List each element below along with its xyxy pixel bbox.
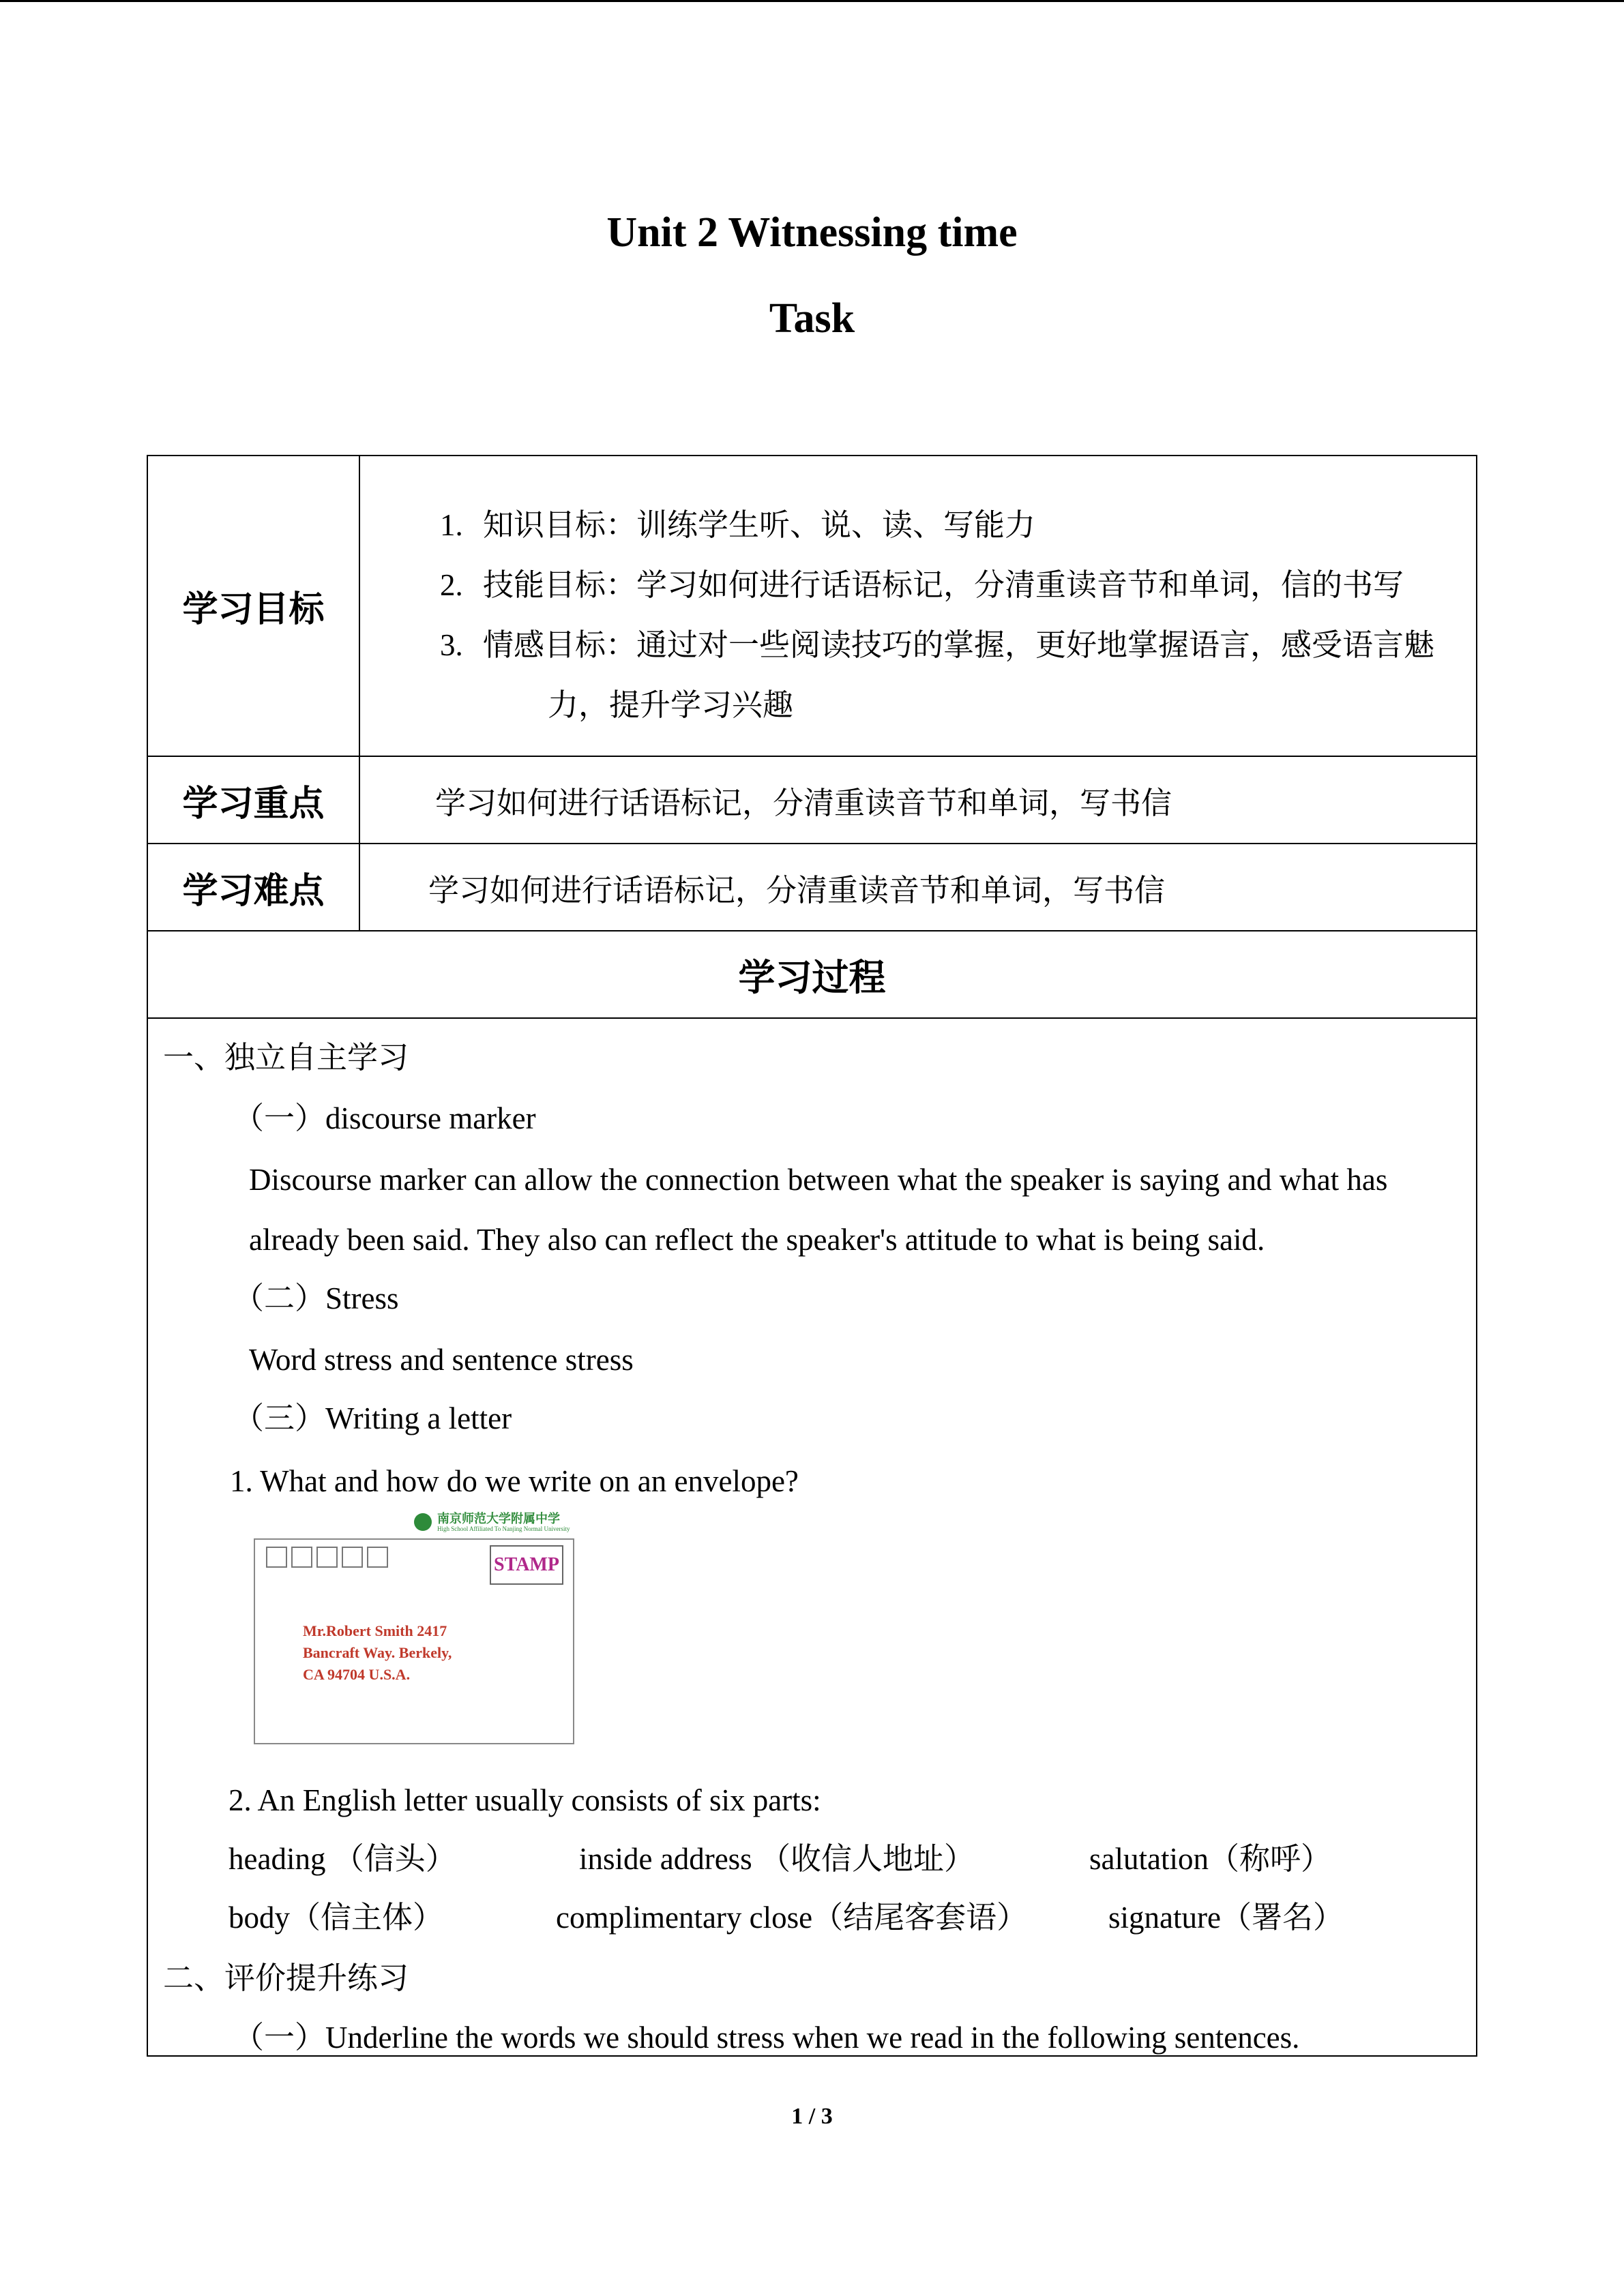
page-number: 1 / 3 <box>791 2104 833 2129</box>
difficulties-text: 学习如何进行话语标记，分清重读音节和单词，写书信 <box>359 844 1477 931</box>
address-line: CA 94704 U.S.A. <box>303 1666 411 1683</box>
objective-text: 情感目标：通过对一些阅读技巧的掌握，更好地掌握语言，感受语言魅力，提升学习兴趣 <box>483 626 1435 723</box>
question-line: 1. What and how do we write on an envelope? <box>230 1464 799 1498</box>
objective-item <box>360 615 1476 735</box>
page-top-border <box>0 0 1624 2</box>
objective-number: 1. <box>440 507 463 542</box>
objective-number: 2. <box>440 567 463 602</box>
section-heading: 一、独立自主学习 <box>163 1039 409 1075</box>
letter-part: salutation（称呼） <box>1089 1842 1331 1876</box>
subsection-heading: （一）Underline the words we should stress when we read in the following sentences. <box>233 2021 1300 2055</box>
key-points-label: 学习重点 <box>147 756 359 844</box>
document-title: Unit 2 Witnessing time <box>606 209 1018 256</box>
process-body <box>147 1018 1477 2056</box>
objective-item <box>360 555 1476 615</box>
address-line: Bancraft Way. Berkely, <box>303 1644 452 1661</box>
paragraph-line: Word stress and sentence stress <box>249 1343 634 1377</box>
objectives-label: 学习目标 <box>147 456 359 756</box>
paragraph-line: already been said. They also can reflect the speaker's attitude to what is being said. <box>249 1223 1265 1257</box>
school-name-logo: 南京师范大学附属中学 <box>437 1512 560 1525</box>
postcode-boxes <box>266 1547 388 1568</box>
objective-text: 知识目标：训练学生听、说、读、写能力 <box>483 506 1036 543</box>
envelope-address <box>303 1620 452 1686</box>
subsection-heading: （二）Stress <box>233 1281 399 1315</box>
objective-item <box>360 495 1476 555</box>
school-emblem-icon <box>414 1513 432 1531</box>
difficulties-label: 学习难点 <box>147 844 359 931</box>
letter-part: heading （信头） <box>228 1842 456 1876</box>
envelope-illustration <box>254 1538 574 1744</box>
paragraph-line: Discourse marker can allow the connection between what the speaker is saying and what has <box>249 1163 1388 1197</box>
key-points-row <box>147 756 1477 844</box>
process-heading: 学习过程 <box>147 931 1477 1018</box>
objectives-row <box>147 456 1477 756</box>
subsection-heading: （一）discourse marker <box>233 1101 536 1135</box>
subsection-heading: （三）Writing a letter <box>233 1401 512 1435</box>
lesson-plan-table <box>147 455 1477 2057</box>
objective-text: 技能目标：学习如何进行话语标记，分清重读音节和单词，信的书写 <box>483 566 1404 603</box>
key-points-text: 学习如何进行话语标记，分清重读音节和单词，写书信 <box>359 756 1477 844</box>
letter-part: complimentary close（结尾客套语） <box>556 1900 1028 1935</box>
difficulties-row <box>147 844 1477 931</box>
letter-part: signature（署名） <box>1108 1900 1344 1935</box>
document-subtitle: Task <box>769 295 855 342</box>
process-heading-row <box>147 931 1477 1018</box>
question-line: 2. An English letter usually consists of six parts: <box>228 1783 821 1817</box>
school-subtitle-logo: High School Affiliated To Nanjing Normal University <box>437 1525 570 1532</box>
address-line: Mr.Robert Smith 2417 <box>303 1622 447 1639</box>
section-heading: 二、评价提升练习 <box>163 1960 409 1996</box>
process-body-row <box>147 1018 1477 2056</box>
school-logo <box>414 1512 570 1532</box>
objectives-cell <box>359 456 1477 756</box>
stamp-box: STAMP <box>490 1545 563 1585</box>
letter-part: body（信主体） <box>228 1900 444 1935</box>
objective-number: 3. <box>440 627 463 662</box>
letter-part: inside address （收信人地址） <box>579 1842 975 1876</box>
